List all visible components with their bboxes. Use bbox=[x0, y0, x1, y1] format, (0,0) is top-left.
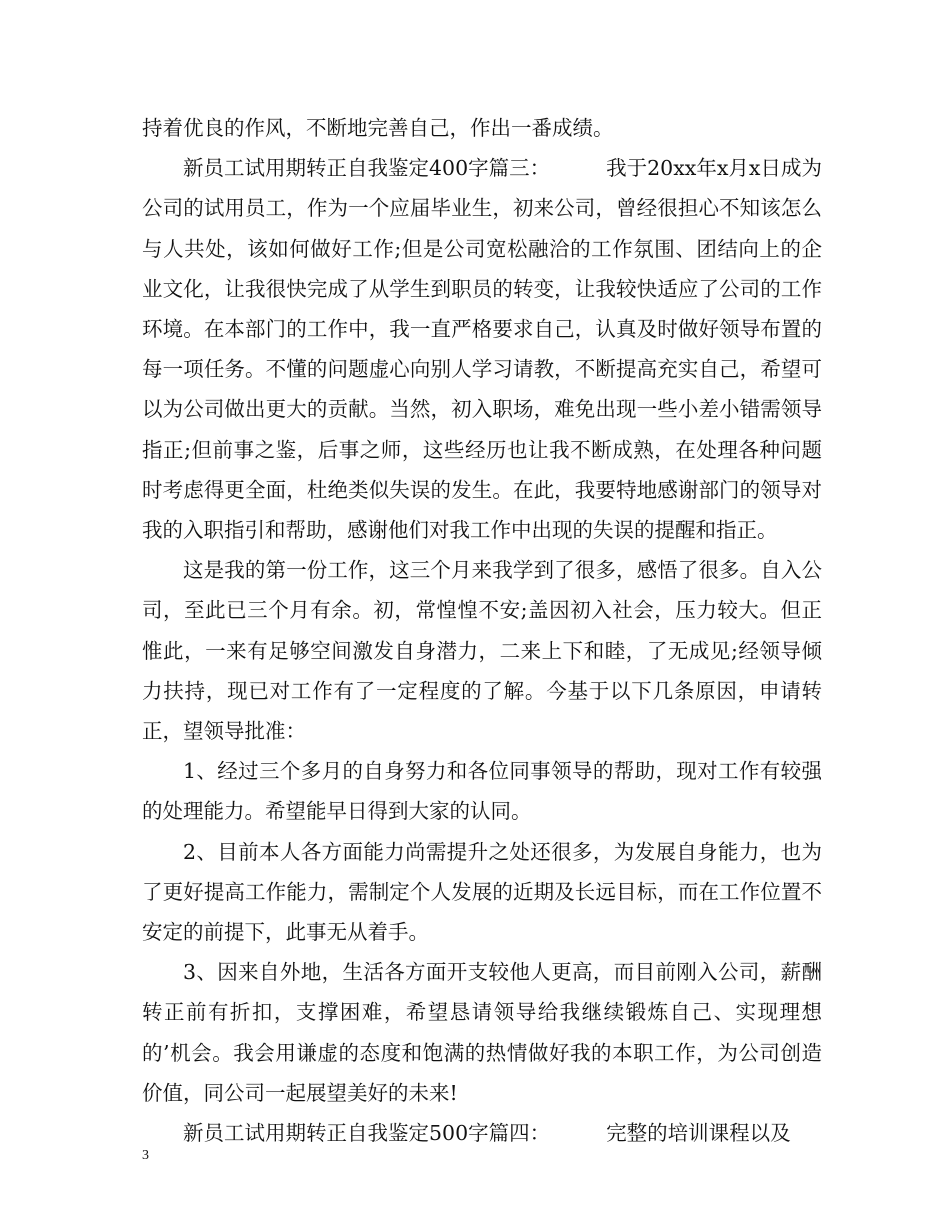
section-heading-4: 新员工试用期转正自我鉴定500字篇四： bbox=[183, 1121, 551, 1146]
paragraph-5-text: 2、目前本人各方面能力尚需提升之处还很多，为发展自身能力，也为了更好提高工作能力，需制定个人发展的近期及长远目标，而在工作位置不安定的前提下，此事无从着手。 bbox=[142, 839, 822, 945]
document-body bbox=[142, 108, 822, 1153]
paragraph-1 bbox=[142, 108, 822, 148]
section-heading-3: 新员工试用期转正自我鉴定400字篇三： bbox=[183, 156, 551, 181]
paragraph-2-text: 我于20xx年x月x日成为公司的试用员工，作为一个应届毕业生，初来公司，曾经很担心不知该怎么与人共处，该如何做好工作;但是公司宽松融洽的工作氛围、团结向上的企业文化，让我很快完成了从学生到职员的转变，让我较快适应了公司的工作环境。在本部门的工作中，我一直严格要求自己，认真及时做好领导布置的每一项任务。不懂的问题虚心向别人学习请教，不断提高充实自己，希望可以为公司做出更大的贡献。当然，初入职场，难免出现一些小差小错需领导指正;但前事之鉴，后事之师，这些经历也让我不断成熟，在处理各种问题时考虑得更全面，杜绝类似失误的发生。在此，我要特地感谢部门的领导对我的入职指引和帮助，感谢他们对我工作中出现的失误的提醒和指正。 bbox=[142, 156, 822, 543]
paragraph-5 bbox=[142, 832, 822, 953]
paragraph-4 bbox=[142, 751, 822, 831]
paragraph-3 bbox=[142, 550, 822, 751]
paragraph-7 bbox=[142, 1113, 822, 1153]
paragraph-7-text: 完整的培训课程以及 bbox=[606, 1121, 791, 1146]
paragraph-3-text: 这是我的第一份工作，这三个月来我学到了很多，感悟了很多。自入公司，至此已三个月有余。初，常惶惶不安;盖因初入社会，压力较大。但正惟此，一来有足够空间激发自身潜力，二来上下和睦，了无成见;经领导倾力扶持，现已对工作有了一定程度的了解。今基于以下几条原因，申请转正，望领导批准： bbox=[142, 558, 822, 744]
paragraph-4-text: 1、经过三个多月的自身努力和各位同事领导的帮助，现对工作有较强的处理能力。希望能早日得到大家的认同。 bbox=[142, 759, 822, 824]
paragraph-2 bbox=[142, 148, 822, 550]
paragraph-1-text: 持着优良的作风，不断地完善自己，作出一番成绩。 bbox=[142, 116, 614, 140]
page-number: 3 bbox=[142, 1148, 149, 1163]
paragraph-6-text: 3、因来自外地，生活各方面开支较他人更高，而目前刚入公司，薪酬转正前有折扣，支撑困难，希望恳请领导给我继续锻炼自己、实现理想的’机会。我会用谦虚的态度和饱满的热情做好我的本职工作，为公司创造价值，同公司一起展望美好的未来! bbox=[142, 960, 822, 1105]
paragraph-6 bbox=[142, 952, 822, 1113]
